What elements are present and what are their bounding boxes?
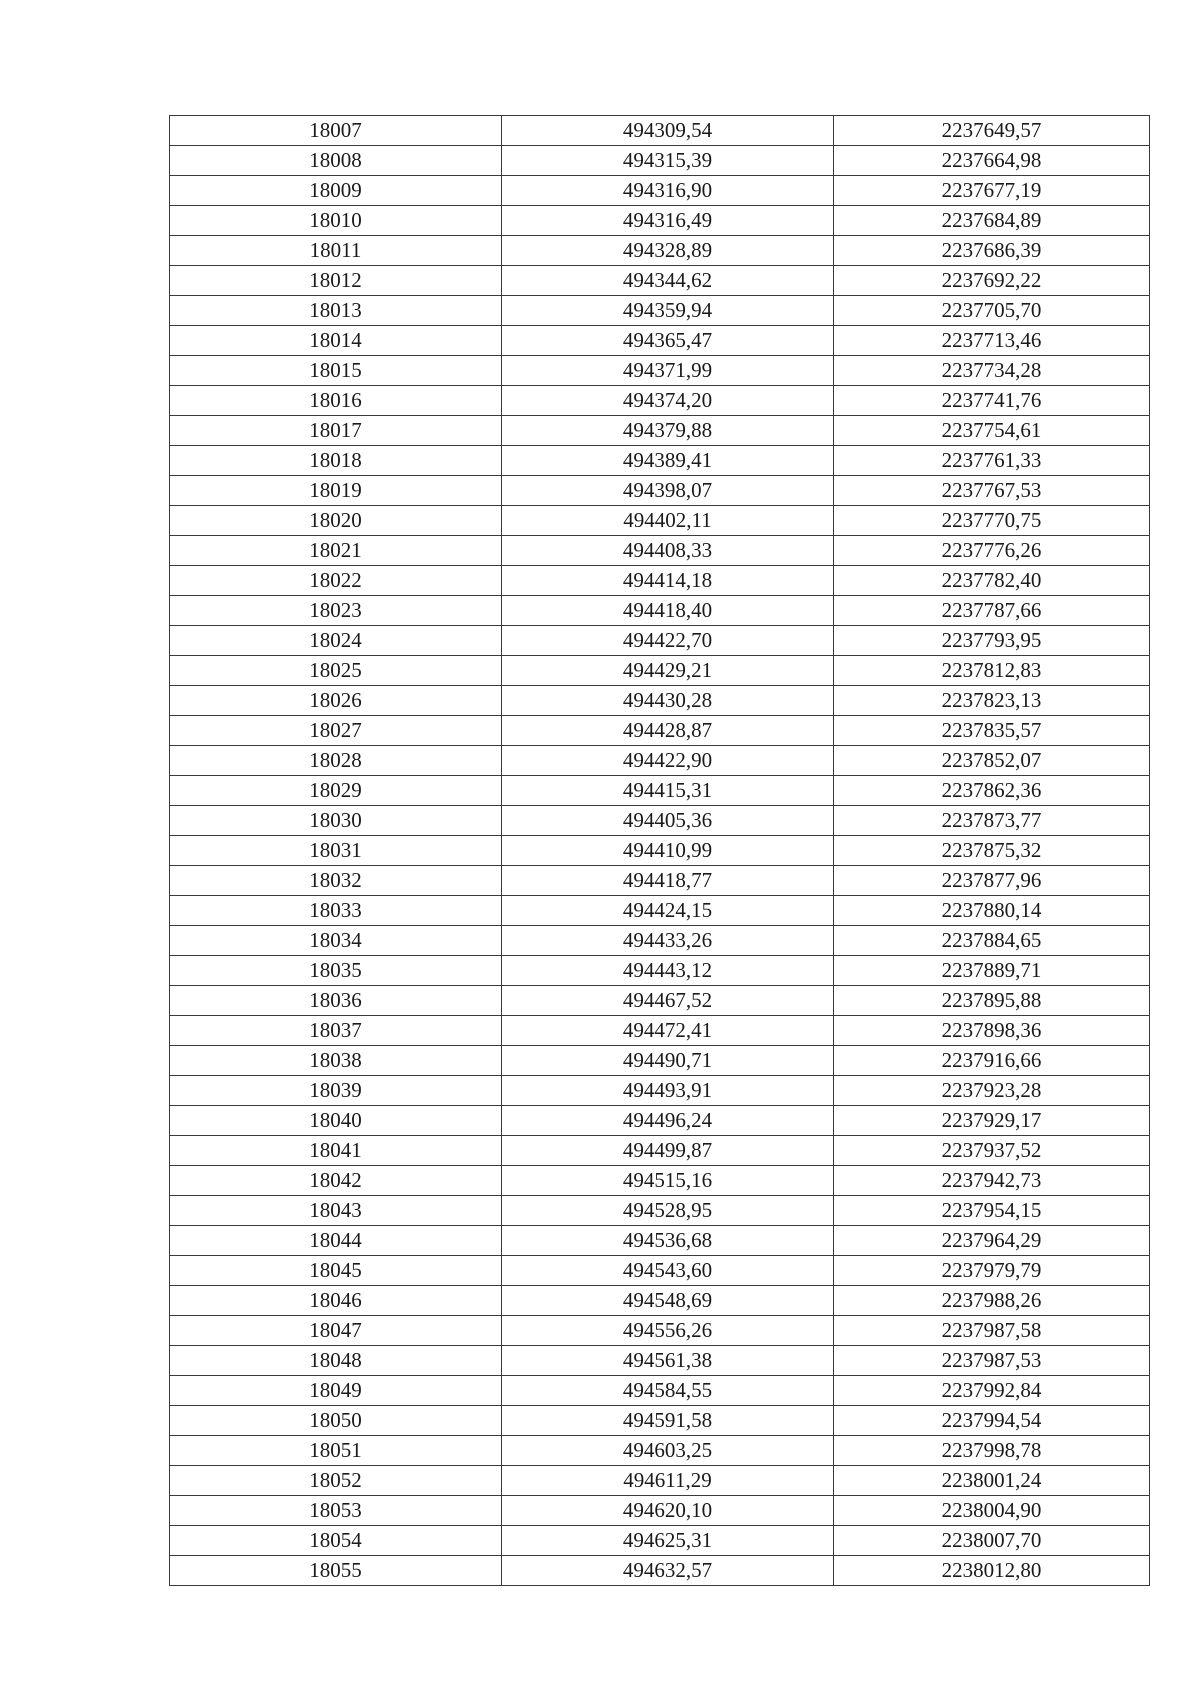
x-coordinate-cell: 494379,88 (502, 416, 834, 446)
point-number-cell: 18038 (170, 1046, 502, 1076)
y-coordinate-cell: 2237835,57 (834, 716, 1150, 746)
table-row (170, 956, 1150, 986)
y-coordinate-cell: 2237987,53 (834, 1346, 1150, 1376)
table-row (170, 176, 1150, 206)
table-row (170, 1286, 1150, 1316)
table-row (170, 1556, 1150, 1586)
table-row (170, 206, 1150, 236)
y-coordinate-cell: 2237979,79 (834, 1256, 1150, 1286)
y-coordinate-cell: 2237889,71 (834, 956, 1150, 986)
point-number-cell: 18048 (170, 1346, 502, 1376)
point-number-cell: 18014 (170, 326, 502, 356)
point-number-cell: 18036 (170, 986, 502, 1016)
point-number-cell: 18044 (170, 1226, 502, 1256)
x-coordinate-cell: 494496,24 (502, 1106, 834, 1136)
x-coordinate-cell: 494472,41 (502, 1016, 834, 1046)
point-number-cell: 18031 (170, 836, 502, 866)
table-row (170, 1406, 1150, 1436)
y-coordinate-cell: 2237713,46 (834, 326, 1150, 356)
table-row (170, 386, 1150, 416)
point-number-cell: 18022 (170, 566, 502, 596)
y-coordinate-cell: 2237767,53 (834, 476, 1150, 506)
point-number-cell: 18041 (170, 1136, 502, 1166)
table-row (170, 866, 1150, 896)
table-row (170, 806, 1150, 836)
table-row (170, 266, 1150, 296)
x-coordinate-cell: 494591,58 (502, 1406, 834, 1436)
y-coordinate-cell: 2237937,52 (834, 1136, 1150, 1166)
x-coordinate-cell: 494467,52 (502, 986, 834, 1016)
x-coordinate-cell: 494625,31 (502, 1526, 834, 1556)
x-coordinate-cell: 494414,18 (502, 566, 834, 596)
point-number-cell: 18047 (170, 1316, 502, 1346)
y-coordinate-cell: 2237677,19 (834, 176, 1150, 206)
table-row (170, 1106, 1150, 1136)
x-coordinate-cell: 494429,21 (502, 656, 834, 686)
x-coordinate-cell: 494402,11 (502, 506, 834, 536)
point-number-cell: 18053 (170, 1496, 502, 1526)
x-coordinate-cell: 494536,68 (502, 1226, 834, 1256)
point-number-cell: 18045 (170, 1256, 502, 1286)
point-number-cell: 18012 (170, 266, 502, 296)
x-coordinate-cell: 494371,99 (502, 356, 834, 386)
table-row (170, 716, 1150, 746)
table-row (170, 1226, 1150, 1256)
table-row (170, 596, 1150, 626)
y-coordinate-cell: 2237880,14 (834, 896, 1150, 926)
y-coordinate-cell: 2237942,73 (834, 1166, 1150, 1196)
table-row (170, 896, 1150, 926)
table-row (170, 1256, 1150, 1286)
point-number-cell: 18035 (170, 956, 502, 986)
x-coordinate-cell: 494344,62 (502, 266, 834, 296)
y-coordinate-cell: 2237895,88 (834, 986, 1150, 1016)
table-row (170, 506, 1150, 536)
x-coordinate-cell: 494499,87 (502, 1136, 834, 1166)
table-row (170, 146, 1150, 176)
point-number-cell: 18052 (170, 1466, 502, 1496)
y-coordinate-cell: 2237988,26 (834, 1286, 1150, 1316)
table-row (170, 416, 1150, 446)
x-coordinate-cell: 494515,16 (502, 1166, 834, 1196)
x-coordinate-cell: 494490,71 (502, 1046, 834, 1076)
coordinates-table (169, 115, 1150, 1586)
point-number-cell: 18023 (170, 596, 502, 626)
x-coordinate-cell: 494389,41 (502, 446, 834, 476)
table-row (170, 1076, 1150, 1106)
y-coordinate-cell: 2237987,58 (834, 1316, 1150, 1346)
y-coordinate-cell: 2237929,17 (834, 1106, 1150, 1136)
y-coordinate-cell: 2237686,39 (834, 236, 1150, 266)
y-coordinate-cell: 2237692,22 (834, 266, 1150, 296)
x-coordinate-cell: 494548,69 (502, 1286, 834, 1316)
table-row (170, 746, 1150, 776)
x-coordinate-cell: 494428,87 (502, 716, 834, 746)
x-coordinate-cell: 494405,36 (502, 806, 834, 836)
point-number-cell: 18028 (170, 746, 502, 776)
coordinates-table-body (170, 116, 1150, 1586)
y-coordinate-cell: 2237884,65 (834, 926, 1150, 956)
point-number-cell: 18013 (170, 296, 502, 326)
x-coordinate-cell: 494433,26 (502, 926, 834, 956)
point-number-cell: 18029 (170, 776, 502, 806)
point-number-cell: 18015 (170, 356, 502, 386)
table-row (170, 1136, 1150, 1166)
point-number-cell: 18011 (170, 236, 502, 266)
y-coordinate-cell: 2237994,54 (834, 1406, 1150, 1436)
y-coordinate-cell: 2237734,28 (834, 356, 1150, 386)
y-coordinate-cell: 2237823,13 (834, 686, 1150, 716)
y-coordinate-cell: 2238001,24 (834, 1466, 1150, 1496)
x-coordinate-cell: 494424,15 (502, 896, 834, 926)
point-number-cell: 18027 (170, 716, 502, 746)
y-coordinate-cell: 2237954,15 (834, 1196, 1150, 1226)
table-row (170, 1166, 1150, 1196)
y-coordinate-cell: 2237877,96 (834, 866, 1150, 896)
table-row (170, 236, 1150, 266)
point-number-cell: 18020 (170, 506, 502, 536)
x-coordinate-cell: 494328,89 (502, 236, 834, 266)
y-coordinate-cell: 2237916,66 (834, 1046, 1150, 1076)
point-number-cell: 18054 (170, 1526, 502, 1556)
y-coordinate-cell: 2237793,95 (834, 626, 1150, 656)
point-number-cell: 18043 (170, 1196, 502, 1226)
y-coordinate-cell: 2237684,89 (834, 206, 1150, 236)
y-coordinate-cell: 2238007,70 (834, 1526, 1150, 1556)
y-coordinate-cell: 2238004,90 (834, 1496, 1150, 1526)
y-coordinate-cell: 2237649,57 (834, 116, 1150, 146)
point-number-cell: 18034 (170, 926, 502, 956)
point-number-cell: 18016 (170, 386, 502, 416)
x-coordinate-cell: 494408,33 (502, 536, 834, 566)
table-row (170, 296, 1150, 326)
x-coordinate-cell: 494418,40 (502, 596, 834, 626)
y-coordinate-cell: 2237770,75 (834, 506, 1150, 536)
table-row (170, 536, 1150, 566)
x-coordinate-cell: 494365,47 (502, 326, 834, 356)
x-coordinate-cell: 494632,57 (502, 1556, 834, 1586)
table-row (170, 1376, 1150, 1406)
x-coordinate-cell: 494611,29 (502, 1466, 834, 1496)
table-row (170, 566, 1150, 596)
x-coordinate-cell: 494543,60 (502, 1256, 834, 1286)
table-row (170, 1466, 1150, 1496)
x-coordinate-cell: 494556,26 (502, 1316, 834, 1346)
table-row (170, 1436, 1150, 1466)
point-number-cell: 18032 (170, 866, 502, 896)
table-row (170, 1046, 1150, 1076)
table-row (170, 326, 1150, 356)
y-coordinate-cell: 2237923,28 (834, 1076, 1150, 1106)
point-number-cell: 18050 (170, 1406, 502, 1436)
point-number-cell: 18055 (170, 1556, 502, 1586)
point-number-cell: 18033 (170, 896, 502, 926)
y-coordinate-cell: 2237964,29 (834, 1226, 1150, 1256)
x-coordinate-cell: 494415,31 (502, 776, 834, 806)
point-number-cell: 18039 (170, 1076, 502, 1106)
table-row (170, 356, 1150, 386)
table-row (170, 116, 1150, 146)
y-coordinate-cell: 2237852,07 (834, 746, 1150, 776)
point-number-cell: 18030 (170, 806, 502, 836)
point-number-cell: 18008 (170, 146, 502, 176)
y-coordinate-cell: 2237782,40 (834, 566, 1150, 596)
x-coordinate-cell: 494316,49 (502, 206, 834, 236)
point-number-cell: 18049 (170, 1376, 502, 1406)
x-coordinate-cell: 494359,94 (502, 296, 834, 326)
x-coordinate-cell: 494410,99 (502, 836, 834, 866)
y-coordinate-cell: 2237812,83 (834, 656, 1150, 686)
y-coordinate-cell: 2237776,26 (834, 536, 1150, 566)
y-coordinate-cell: 2237898,36 (834, 1016, 1150, 1046)
table-row (170, 776, 1150, 806)
y-coordinate-cell: 2237873,77 (834, 806, 1150, 836)
x-coordinate-cell: 494398,07 (502, 476, 834, 506)
table-row (170, 656, 1150, 686)
x-coordinate-cell: 494528,95 (502, 1196, 834, 1226)
y-coordinate-cell: 2237664,98 (834, 146, 1150, 176)
y-coordinate-cell: 2237862,36 (834, 776, 1150, 806)
table-row (170, 1016, 1150, 1046)
point-number-cell: 18037 (170, 1016, 502, 1046)
x-coordinate-cell: 494315,39 (502, 146, 834, 176)
table-row (170, 926, 1150, 956)
point-number-cell: 18042 (170, 1166, 502, 1196)
table-row (170, 686, 1150, 716)
x-coordinate-cell: 494430,28 (502, 686, 834, 716)
table-row (170, 1526, 1150, 1556)
table-row (170, 836, 1150, 866)
point-number-cell: 18046 (170, 1286, 502, 1316)
point-number-cell: 18019 (170, 476, 502, 506)
y-coordinate-cell: 2237875,32 (834, 836, 1150, 866)
x-coordinate-cell: 494309,54 (502, 116, 834, 146)
y-coordinate-cell: 2238012,80 (834, 1556, 1150, 1586)
y-coordinate-cell: 2237705,70 (834, 296, 1150, 326)
y-coordinate-cell: 2237754,61 (834, 416, 1150, 446)
point-number-cell: 18021 (170, 536, 502, 566)
x-coordinate-cell: 494374,20 (502, 386, 834, 416)
x-coordinate-cell: 494584,55 (502, 1376, 834, 1406)
table-row (170, 1316, 1150, 1346)
y-coordinate-cell: 2237998,78 (834, 1436, 1150, 1466)
table-row (170, 446, 1150, 476)
y-coordinate-cell: 2237787,66 (834, 596, 1150, 626)
x-coordinate-cell: 494561,38 (502, 1346, 834, 1376)
x-coordinate-cell: 494422,90 (502, 746, 834, 776)
table-row (170, 476, 1150, 506)
x-coordinate-cell: 494603,25 (502, 1436, 834, 1466)
table-row (170, 1346, 1150, 1376)
point-number-cell: 18024 (170, 626, 502, 656)
y-coordinate-cell: 2237992,84 (834, 1376, 1150, 1406)
y-coordinate-cell: 2237741,76 (834, 386, 1150, 416)
x-coordinate-cell: 494493,91 (502, 1076, 834, 1106)
x-coordinate-cell: 494316,90 (502, 176, 834, 206)
point-number-cell: 18018 (170, 446, 502, 476)
x-coordinate-cell: 494422,70 (502, 626, 834, 656)
point-number-cell: 18017 (170, 416, 502, 446)
point-number-cell: 18010 (170, 206, 502, 236)
point-number-cell: 18025 (170, 656, 502, 686)
point-number-cell: 18040 (170, 1106, 502, 1136)
x-coordinate-cell: 494620,10 (502, 1496, 834, 1526)
table-row (170, 1496, 1150, 1526)
y-coordinate-cell: 2237761,33 (834, 446, 1150, 476)
point-number-cell: 18026 (170, 686, 502, 716)
table-row (170, 986, 1150, 1016)
table-row (170, 1196, 1150, 1226)
point-number-cell: 18051 (170, 1436, 502, 1466)
x-coordinate-cell: 494443,12 (502, 956, 834, 986)
point-number-cell: 18009 (170, 176, 502, 206)
table-row (170, 626, 1150, 656)
x-coordinate-cell: 494418,77 (502, 866, 834, 896)
point-number-cell: 18007 (170, 116, 502, 146)
